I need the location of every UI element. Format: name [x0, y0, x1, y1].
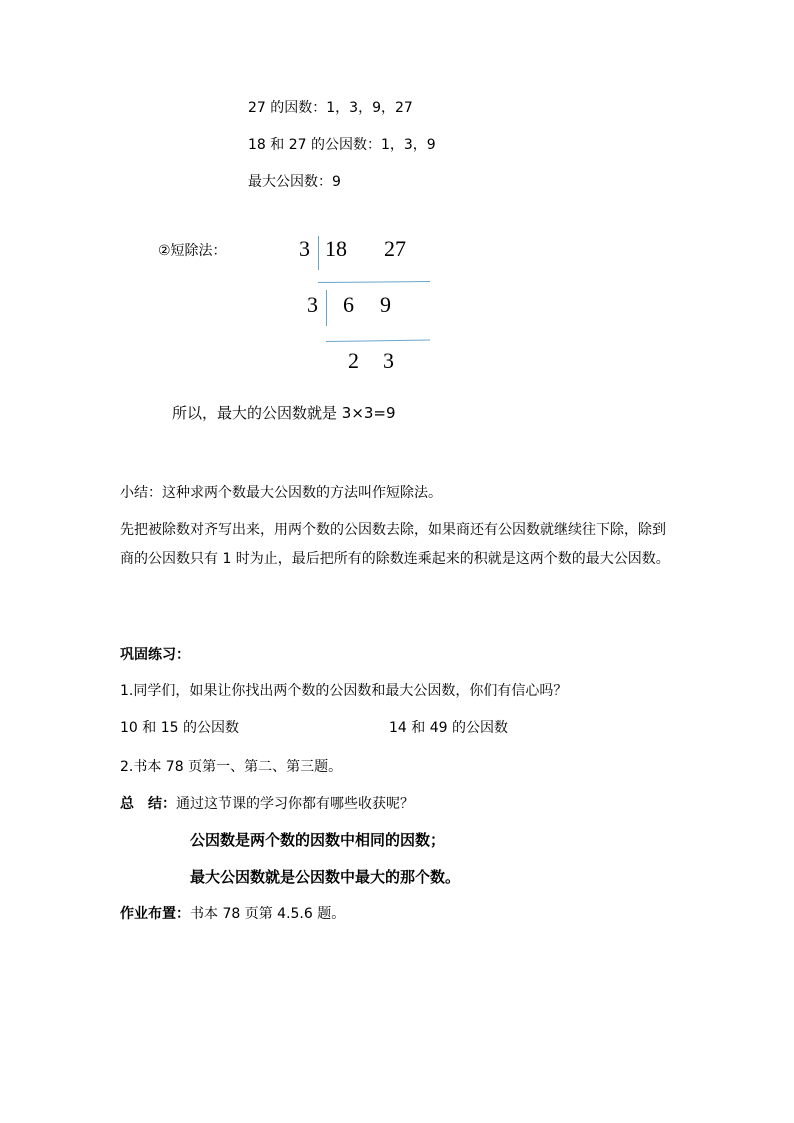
summary-body: 先把被除数对齐写出来，用两个数的公因数去除，如果商还有公因数就继续往下除，除到商的公因数只有 1 时为止，最后把所有的除数连乘起来的积就是这两个数的最大公因数。: [120, 522, 670, 567]
division-underline-2: [326, 340, 430, 342]
practice-question-2: 2.书本 78 页第一、第二、第三题。: [120, 759, 343, 775]
divisor-1: 3: [299, 236, 310, 261]
practice-heading: 巩固练习：: [120, 647, 190, 663]
short-division-label: ②短除法：: [158, 243, 227, 259]
conclusion-label: 总 结：: [120, 796, 176, 812]
conclusion-point-2: 最大公因数就是公因数中最大的那个数。: [190, 868, 461, 886]
quotient-left-3: 2: [348, 348, 359, 373]
practice-q1-left: 10 和 15 的公因数: [120, 720, 239, 736]
division-bar-2: [326, 290, 327, 326]
greatest-common-factor: 最大公因数：9: [248, 174, 341, 190]
factors-of-27: 27 的因数：1，3，9，27: [248, 100, 413, 116]
quotient-left-2: 6: [343, 292, 354, 317]
practice-q1-right: 14 和 49 的公因数: [389, 720, 508, 736]
conclusion-line: [120, 797, 414, 811]
homework-line: [120, 907, 345, 921]
common-factors: 18 和 27 的公因数：1，3，9: [248, 137, 436, 153]
homework-text: 书本 78 页第 4.5.6 题。: [190, 906, 346, 922]
conclusion-text: 通过这节课的学习你都有哪些收获呢？: [176, 796, 414, 812]
short-division-conclusion: 所以，最大的公因数就是 3×3=9: [172, 404, 396, 422]
homework-label: 作业布置：: [120, 906, 190, 922]
division-bar-1: [318, 236, 319, 270]
dividend-left-1: 18: [325, 236, 347, 261]
division-underline-1: [318, 281, 430, 283]
quotient-right-3: 3: [383, 348, 394, 373]
practice-question-1: 1.同学们，如果让你找出两个数的公因数和最大公因数，你们有信心吗？: [120, 683, 568, 699]
divisor-2: 3: [307, 292, 318, 317]
dividend-right-1: 27: [384, 236, 406, 261]
quotient-right-2: 9: [380, 292, 391, 317]
conclusion-point-1: 公因数是两个数的因数中相同的因数；: [190, 831, 446, 849]
summary-title: 小结：这种求两个数最大公因数的方法叫作短除法。: [120, 485, 442, 501]
